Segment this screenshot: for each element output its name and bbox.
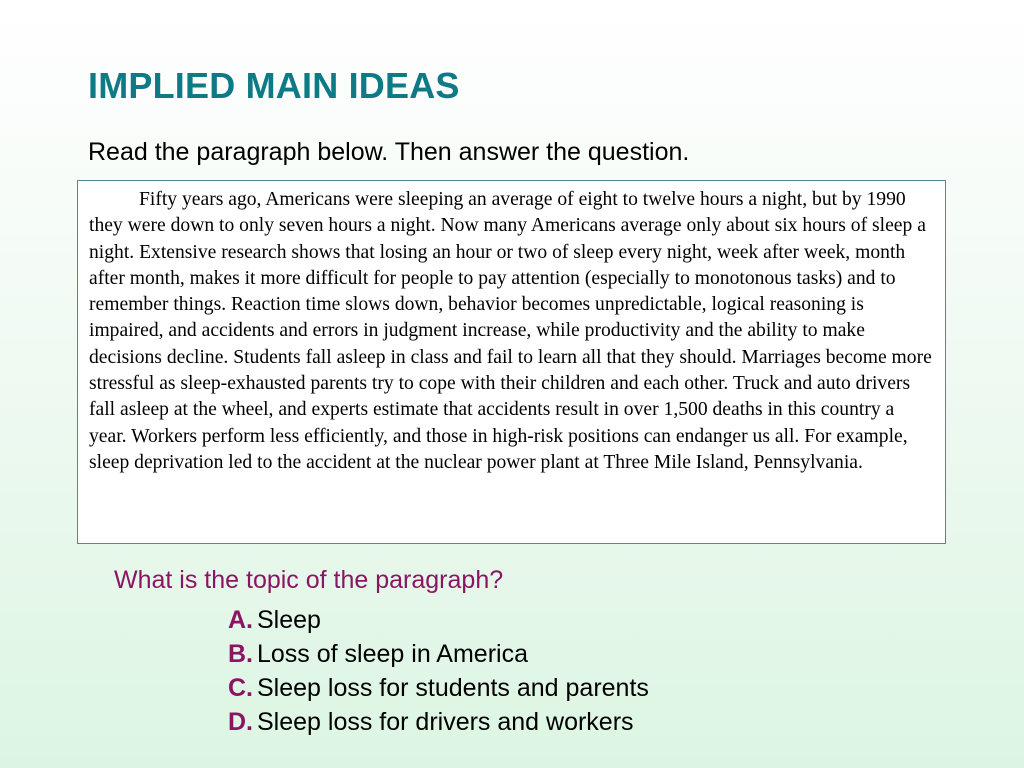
answer-letter: D. [228,708,253,736]
passage-box [77,180,946,544]
instruction-text: Read the paragraph below. Then answer the question. [88,138,690,166]
slide-title: IMPLIED MAIN IDEAS [88,65,460,106]
answer-letter: A. [228,606,253,634]
answer-option-a[interactable] [228,603,649,637]
passage-text: Fifty years ago, Americans were sleeping an average of eight to twelve hours a night, but by 1990 they were down to only seven hours a night. Now many Americans average only about six hours of sleep a night. Extensive research shows that losing an hour or two of sleep every night, week after week, month after month, makes it more difficult for people to pay attention (especially to monotonous tasks) and to remember things. Reaction time slows down, behavior becomes unpredictable, logical reasoning is impaired, and accidents and errors in judgment increase, while productivity and the ability to make decisions decline. Students fall asleep in class and fail to learn all that they should. Marriages become more stressful as sleep-exhausted parents try to cope with their children and each other. Truck and auto drivers fall asleep at the wheel, and experts estimate that accidents result in over 1,500 deaths in this country a year. Workers perform less efficiently, and those in high-risk positions can endanger us all. For example, sleep deprivation led to the accident at the nuclear power plant at Three Mile Island, Pennsylvania. [89,189,932,473]
answer-letter: B. [228,640,253,668]
question-text: What is the topic of the paragraph? [114,566,504,594]
answer-text: Sleep loss for students and parents [257,674,649,702]
answer-text: Loss of sleep in America [257,640,528,668]
answer-option-c[interactable] [228,671,649,705]
answer-letter: C. [228,674,253,702]
answer-text: Sleep loss for drivers and workers [257,708,634,736]
answer-option-b[interactable] [228,637,649,671]
answer-option-d[interactable] [228,705,649,739]
answer-text: Sleep [257,606,321,634]
answer-list [228,603,649,739]
